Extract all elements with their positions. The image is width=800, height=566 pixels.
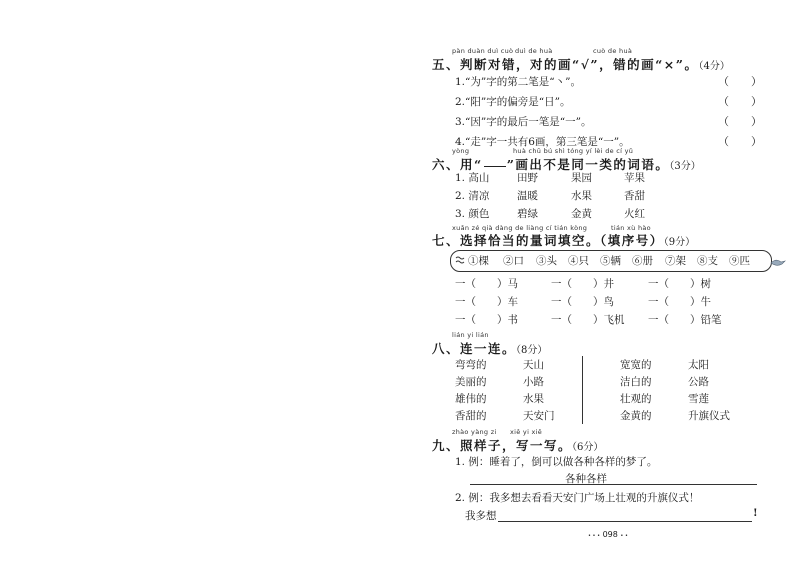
word-bank-item-1: ①棵 xyxy=(468,255,489,267)
s6-r3-c3: 金黄 xyxy=(571,208,592,220)
underline-sample xyxy=(484,166,506,167)
pinyin-s7-1: xuǎn zé qià dàng de liàng cí tián kòng xyxy=(452,224,588,232)
s6-r2-c3: 水果 xyxy=(571,190,592,202)
pinyin-s6-1: yòng xyxy=(452,147,470,155)
s9-example-1: 1. 例：睡着了，倒可以做各种各样的梦了。 xyxy=(455,456,658,468)
s8-right-a-3[interactable]: 壮观的 xyxy=(620,393,652,405)
section-8-points: （8分） xyxy=(516,345,548,356)
page-number-text: 098 xyxy=(602,530,618,539)
s8-left-a-2[interactable]: 美丽的 xyxy=(455,376,487,388)
section-5-heading xyxy=(432,55,730,73)
s5-item-1: 1.“为”字的第二笔是“丶”。 xyxy=(455,76,581,88)
answer-paren-3[interactable]: （ ） xyxy=(718,115,762,128)
s8-right-b-2[interactable]: 公路 xyxy=(688,376,709,388)
s9-example-2: 2. 例：我多想去看看天安门广场上壮观的升旗仪式！ xyxy=(455,492,700,504)
page-deco-right: • • xyxy=(620,533,628,539)
s7-blank-r3-c2[interactable]: 一（ ）飞机 xyxy=(551,314,625,326)
pinyin-s5-1: pàn duàn duì cuò xyxy=(452,47,514,55)
s5-item-4: 4.“走”字一共有6画，第三笔是“一”。 xyxy=(455,136,630,148)
s8-right-a-1[interactable]: 宽宽的 xyxy=(620,359,652,371)
s6-r1-c2: 田野 xyxy=(517,172,538,184)
section-5-title: 五、判断对错，对的画“√”，错的画“×”。 xyxy=(432,57,699,72)
s6-r1-c1: 1. 高山 xyxy=(455,172,490,184)
s9-answer-1: 各种各样 xyxy=(565,473,607,485)
s7-blank-r2-c3[interactable]: 一（ ）牛 xyxy=(648,296,711,308)
word-bank-item-3: ③头 xyxy=(536,255,557,267)
s7-blank-r1-c3[interactable]: 一（ ）树 xyxy=(648,278,711,290)
s6-r2-c2: 温暖 xyxy=(517,190,538,202)
word-bank-item-8: ⑧支 xyxy=(697,255,718,267)
s7-blank-r2-c1[interactable]: 一（ ）车 xyxy=(455,296,518,308)
s7-blank-r1-c1[interactable]: 一（ ）马 xyxy=(455,278,518,290)
section-9-points: （6分） xyxy=(572,442,604,453)
section-8-title: 八、连一连。 xyxy=(432,341,517,356)
s8-left-a-4[interactable]: 香甜的 xyxy=(455,410,487,422)
s8-left-b-4[interactable]: 天安门 xyxy=(523,410,555,422)
s5-item-2: 2.“阳”字的偏旁是“日”。 xyxy=(455,96,571,108)
s7-blank-r3-c3[interactable]: 一（ ）铅笔 xyxy=(648,314,722,326)
section-9-title: 九、照样子，写一写。 xyxy=(432,438,573,453)
answer-paren-4[interactable]: （ ） xyxy=(718,135,762,148)
section-5-points: （4分） xyxy=(698,61,730,72)
answer-paren-1[interactable]: （ ） xyxy=(718,75,762,88)
section-6-points: （3分） xyxy=(669,161,701,172)
s8-right-a-4[interactable]: 金黄的 xyxy=(620,410,652,422)
writing-line-2[interactable] xyxy=(498,521,752,522)
s8-right-a-2[interactable]: 洁白的 xyxy=(620,376,652,388)
pinyin-s9-1: zhào yàng zi xyxy=(452,428,497,436)
s9-answer-2: 我多想 xyxy=(465,510,497,522)
word-bank-item-2: ②口 xyxy=(503,255,524,267)
pinyin-s5-2: duì de huà xyxy=(515,47,553,55)
s8-left-b-3[interactable]: 水果 xyxy=(523,393,544,405)
s6-r3-c1: 3. 颜色 xyxy=(455,208,490,220)
s6-r3-c4: 火红 xyxy=(624,208,645,220)
s6-r2-c4: 香甜 xyxy=(624,190,645,202)
s7-blank-r2-c2[interactable]: 一（ ）鸟 xyxy=(551,296,614,308)
s8-left-b-1[interactable]: 天山 xyxy=(523,359,544,371)
s5-item-3: 3.“因”字的最后一笔是“一”。 xyxy=(455,116,592,128)
word-bank-item-5: ⑤辆 xyxy=(600,255,621,267)
s8-left-b-2[interactable]: 小路 xyxy=(523,376,544,388)
s8-right-b-3[interactable]: 雪莲 xyxy=(688,393,709,405)
word-bank-item-6: ⑥册 xyxy=(632,255,653,267)
s8-right-b-4[interactable]: 升旗仪式 xyxy=(688,410,730,422)
section-7-heading xyxy=(432,231,695,249)
s8-left-a-3[interactable]: 雄伟的 xyxy=(455,393,487,405)
word-bank-item-9: ⑨匹 xyxy=(729,255,750,267)
s9-end-mark: ! xyxy=(753,507,758,519)
s6-r1-c4: 苹果 xyxy=(624,172,645,184)
section-6-title-pre: 六、用“ xyxy=(432,157,483,172)
pinyin-s9-2: xiě yi xiě xyxy=(510,428,543,436)
pinyin-s6-2: huà chū bú shì tóng yí lèi de cí yǔ xyxy=(513,147,634,155)
column-divider xyxy=(582,356,583,424)
writing-line-1[interactable] xyxy=(470,484,757,485)
s6-r2-c1: 2. 清凉 xyxy=(455,190,490,202)
s8-right-b-1[interactable]: 太阳 xyxy=(688,359,709,371)
pinyin-s7-2: tián xù hào xyxy=(611,224,651,232)
section-6-title-post: ”画出不是同一类的词语。 xyxy=(506,157,670,172)
pinyin-s8-1: lián yi lián xyxy=(452,331,489,339)
section-7-points: （9分） xyxy=(663,237,696,248)
section-7-title: 七、选择恰当的量词填空。（填序号） xyxy=(432,233,664,248)
page-number xyxy=(588,530,628,539)
s6-r3-c2: 碧绿 xyxy=(517,208,538,220)
page-deco-left: • • • xyxy=(588,533,601,539)
wave-icon xyxy=(455,255,465,265)
section-9-heading xyxy=(432,436,603,454)
s8-left-a-1[interactable]: 弯弯的 xyxy=(455,359,487,371)
pinyin-s5-3: cuò de huà xyxy=(593,47,633,55)
word-bank-item-7: ⑦架 xyxy=(665,255,686,267)
section-8-heading xyxy=(432,339,547,357)
bird-icon xyxy=(770,256,786,268)
s7-blank-r1-c2[interactable]: 一（ ）井 xyxy=(551,278,614,290)
s7-blank-r3-c1[interactable]: 一（ ）书 xyxy=(455,314,518,326)
word-bank-item-4: ④只 xyxy=(568,255,589,267)
s6-r1-c3: 果园 xyxy=(571,172,592,184)
answer-paren-2[interactable]: （ ） xyxy=(718,95,762,108)
